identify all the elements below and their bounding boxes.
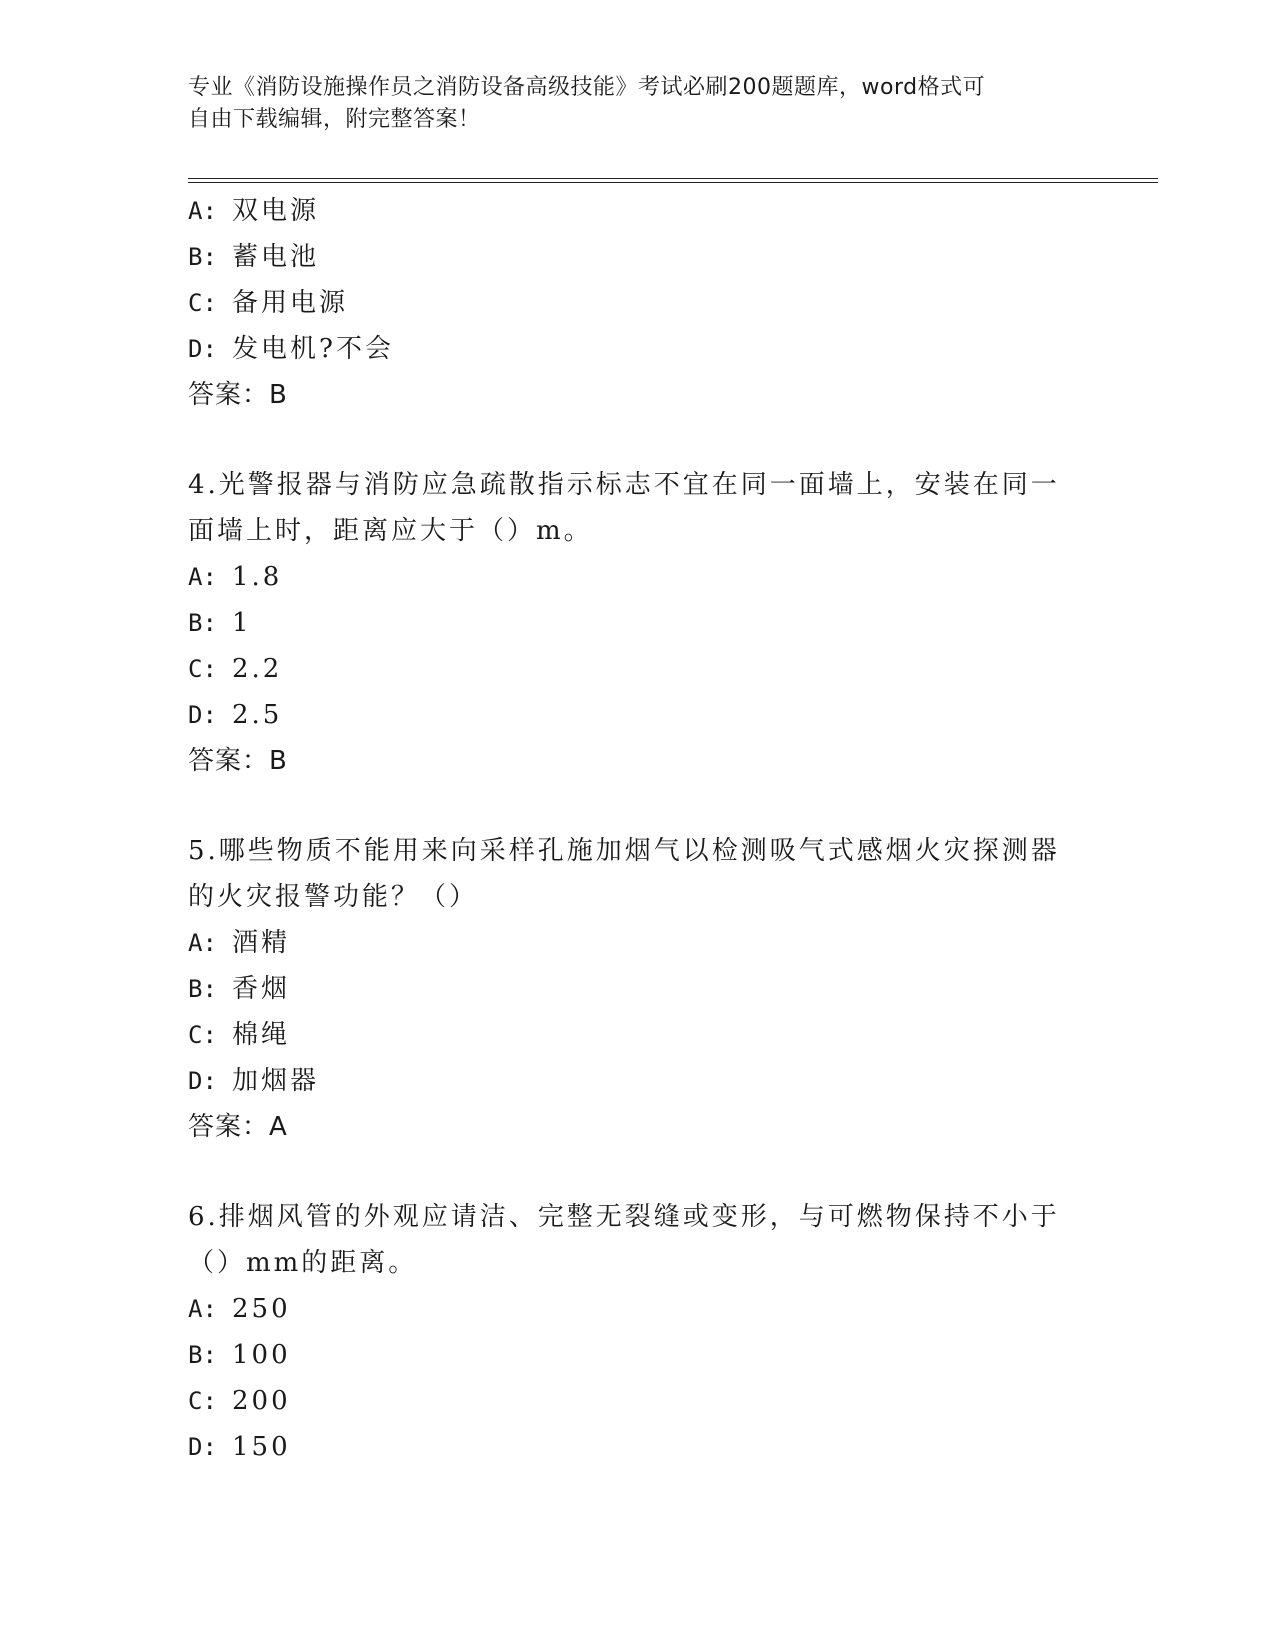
option-d <box>188 692 1088 738</box>
option-text: 1.8 <box>232 562 283 592</box>
question-text <box>188 1194 1088 1286</box>
option-key: A: <box>188 1295 217 1323</box>
question-4 <box>188 462 1088 784</box>
option-key: C: <box>188 655 217 683</box>
option-text: 250 <box>232 1294 291 1324</box>
question-3-options <box>188 188 1088 418</box>
option-text: 发电机?不会 <box>232 334 394 364</box>
option-key: B: <box>188 609 217 637</box>
option-text: 2.2 <box>232 654 283 684</box>
option-text: 双电源 <box>232 196 320 226</box>
option-text: 200 <box>232 1386 291 1416</box>
option-text: 备用电源 <box>232 288 349 318</box>
option-key: B: <box>188 975 217 1003</box>
document-header <box>188 72 1088 136</box>
option-text: 棉绳 <box>232 1020 291 1050</box>
option-d <box>188 1058 1088 1104</box>
option-key: A: <box>188 563 217 591</box>
option-c <box>188 1012 1088 1058</box>
option-c <box>188 280 1088 326</box>
option-text: 150 <box>232 1432 291 1462</box>
option-text: 酒精 <box>232 928 291 958</box>
option-text: 香烟 <box>232 974 291 1004</box>
option-text: 加烟器 <box>232 1066 320 1096</box>
option-a <box>188 188 1088 234</box>
header-divider <box>188 178 1158 183</box>
option-d <box>188 326 1088 372</box>
option-key: A: <box>188 929 217 957</box>
option-key: C: <box>188 1387 217 1415</box>
question-line-2: （）mm的距离。 <box>188 1248 418 1278</box>
question-line-2: 的火灾报警功能？（） <box>188 882 479 912</box>
option-b <box>188 1332 1088 1378</box>
option-key: A: <box>188 197 217 225</box>
option-key: B: <box>188 243 217 271</box>
option-key: D: <box>188 1433 217 1461</box>
question-text <box>188 462 1088 554</box>
option-text: 2.5 <box>232 700 283 730</box>
question-line-1: 5.哪些物质不能用来向采样孔施加烟气以检测吸气式感烟火灾探测器 <box>188 836 1060 866</box>
question-line-1: 6.排烟风管的外观应请洁、完整无裂缝或变形，与可燃物保持不小于 <box>188 1202 1060 1232</box>
question-text <box>188 828 1088 920</box>
option-a <box>188 1286 1088 1332</box>
option-key: B: <box>188 1341 217 1369</box>
question-line-2: 面墙上时，距离应大于（）m。 <box>188 516 593 546</box>
question-5 <box>188 828 1088 1150</box>
option-a <box>188 920 1088 966</box>
answer-line: 答案：A <box>188 1112 288 1142</box>
answer-line: 答案：B <box>188 380 288 410</box>
option-key: C: <box>188 289 217 317</box>
option-key: D: <box>188 1067 217 1095</box>
question-6 <box>188 1194 1088 1470</box>
option-c <box>188 1378 1088 1424</box>
question-list <box>188 188 1088 1470</box>
option-b <box>188 234 1088 280</box>
option-text: 100 <box>232 1340 291 1370</box>
option-key: D: <box>188 701 217 729</box>
option-text: 1 <box>232 608 252 638</box>
option-b <box>188 600 1088 646</box>
header-line-1: 专业《消防设施操作员之消防设备高级技能》考试必刷200题题库，word格式可 <box>188 75 986 100</box>
option-text: 蓄电池 <box>232 242 320 272</box>
question-line-1: 4.光警报器与消防应急疏散指示标志不宜在同一面墙上，安装在同一 <box>188 470 1060 500</box>
option-a <box>188 554 1088 600</box>
option-key: D: <box>188 335 217 363</box>
header-line-2: 自由下载编辑，附完整答案！ <box>188 107 481 132</box>
option-b <box>188 966 1088 1012</box>
option-c <box>188 646 1088 692</box>
option-d <box>188 1424 1088 1470</box>
answer-line: 答案：B <box>188 746 288 776</box>
option-key: C: <box>188 1021 217 1049</box>
